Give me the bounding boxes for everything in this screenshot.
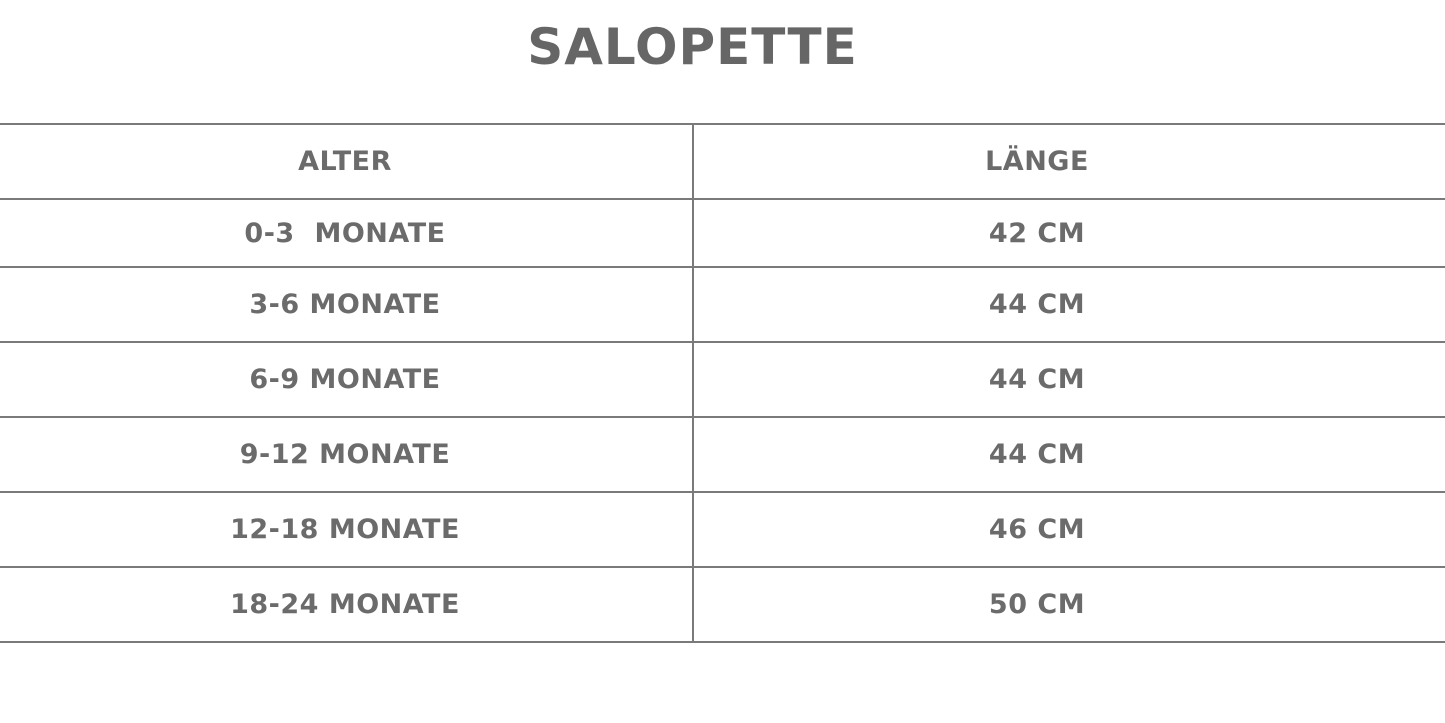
table-row <box>0 267 1445 342</box>
cell-age: 3-6 MONATE <box>0 267 693 342</box>
cell-age: 12-18 MONATE <box>0 492 693 567</box>
header-age: ALTER <box>0 124 693 199</box>
header-length: LÄNGE <box>693 124 1445 199</box>
cell-length: 42 CM <box>693 199 1445 267</box>
table-header-row <box>0 124 1445 199</box>
table-row <box>0 199 1445 267</box>
cell-age: 6-9 MONATE <box>0 342 693 417</box>
cell-age: 9-12 MONATE <box>0 417 693 492</box>
cell-length: 44 CM <box>693 417 1445 492</box>
cell-length: 46 CM <box>693 492 1445 567</box>
table-row <box>0 417 1445 492</box>
page-title: SALOPETTE <box>527 18 858 76</box>
cell-length: 44 CM <box>693 342 1445 417</box>
cell-length: 50 CM <box>693 567 1445 642</box>
size-table <box>0 123 1445 643</box>
table-row <box>0 342 1445 417</box>
table-row <box>0 492 1445 567</box>
table-row <box>0 567 1445 642</box>
cell-age: 0-3 MONATE <box>0 199 693 267</box>
cell-age: 18-24 MONATE <box>0 567 693 642</box>
cell-length: 44 CM <box>693 267 1445 342</box>
